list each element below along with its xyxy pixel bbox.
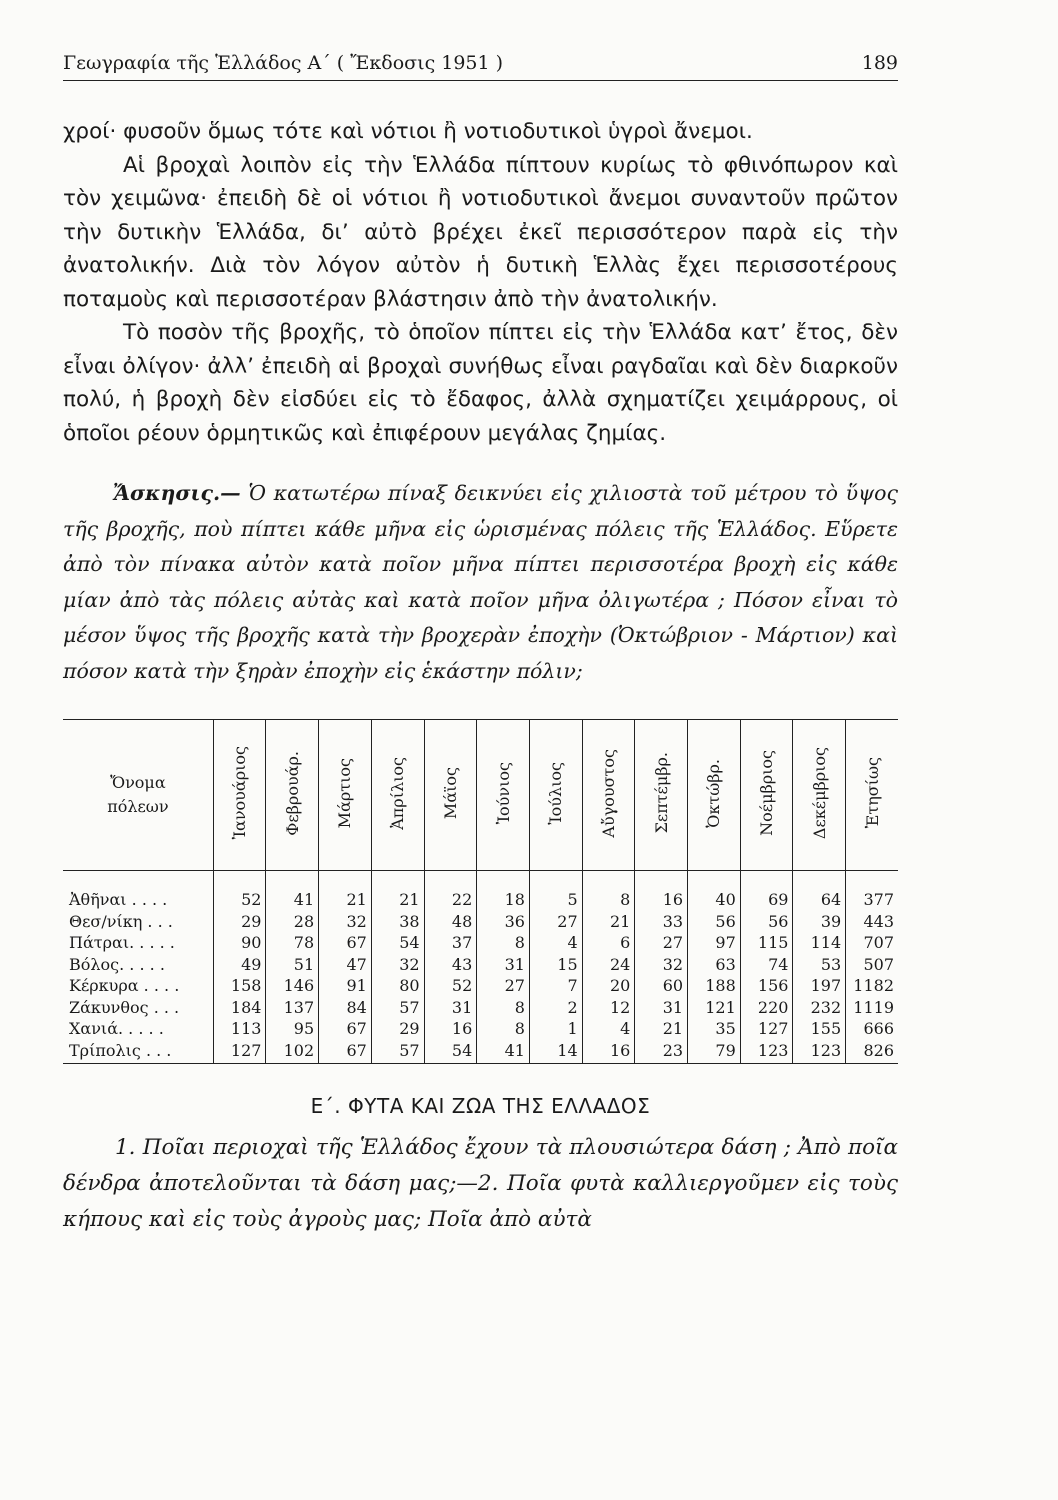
rainfall-value: 114 (793, 932, 846, 954)
month-label: Ἰούνιος (493, 761, 513, 825)
month-column-header (477, 720, 530, 871)
rainfall-value: 115 (740, 932, 793, 954)
rainfall-value: 127 (740, 1018, 793, 1040)
month-label: Ἐτησίως (862, 757, 882, 829)
rainfall-value: 21 (371, 871, 424, 911)
rainfall-value: 41 (477, 1040, 530, 1064)
city-name: Βόλος. . . . . (69, 954, 165, 974)
city-name: Ζάκυνθος . . . (69, 997, 180, 1017)
month-label: Ἰανουάριος (230, 746, 250, 840)
rainfall-value: 232 (793, 997, 846, 1019)
rainfall-value: 33 (635, 911, 688, 933)
month-label: Ἀπρίλιος (388, 756, 408, 830)
month-column-header (740, 720, 793, 871)
rainfall-value: 27 (635, 932, 688, 954)
rainfall-value: 8 (477, 997, 530, 1019)
rainfall-value: 90 (213, 932, 266, 954)
rainfall-value: 37 (424, 932, 477, 954)
rainfall-value: 22 (424, 871, 477, 911)
table-row (63, 954, 898, 976)
rainfall-value: 54 (424, 1040, 477, 1064)
rainfall-value: 39 (793, 911, 846, 933)
city-name: Θεσ/νίκη . . . (69, 911, 173, 931)
rainfall-value: 156 (740, 975, 793, 997)
rainfall-value: 8 (477, 1018, 530, 1040)
book-title: Γεωγραφία τῆς Ἑλλάδος Α΄ ( Ἔκδοσις 1951 ) (63, 52, 504, 74)
rainfall-value: 23 (635, 1040, 688, 1064)
rainfall-value: 20 (582, 975, 635, 997)
rainfall-value: 38 (371, 911, 424, 933)
rainfall-value: 7 (529, 975, 582, 997)
city-name: Πάτραι. . . . . (69, 933, 175, 952)
rainfall-value: 377 (846, 871, 898, 911)
paragraph-rain-amount: Τὸ ποσὸν τῆς βροχῆς, τὸ ὁποῖον πίπτει εἰς τὴν Ἑλλάδα κατ’ ἔτος, δὲν εἶναι ὀλίγον· ἀλλ’ ἐπειδὴ αἱ βροχαὶ συνήθως εἶναι ραγδαῖαι καὶ δὲν διαρκοῦν πολύ, ἡ βροχὴ δὲν εἰσδύει εἰς τὸ ἔδαφος, ἀλλὰ σχηματίζει χειμάρρους, οἱ ὁποῖοι ρέουν ὁρμητικῶς καὶ ἐπιφέρουν μεγάλας ζημίας. (63, 320, 898, 446)
rainfall-value: 4 (582, 1018, 635, 1040)
rainfall-value: 155 (793, 1018, 846, 1040)
rainfall-value: 188 (688, 975, 741, 997)
table-row (63, 911, 898, 933)
rainfall-value: 21 (319, 871, 372, 911)
month-column-header (213, 720, 266, 871)
rainfall-value: 53 (793, 954, 846, 976)
table-row (63, 871, 898, 911)
month-column-header (319, 720, 372, 871)
table-body (63, 871, 898, 1064)
rainfall-value: 74 (740, 954, 793, 976)
month-label: Ὀκτώβρ. (704, 758, 724, 828)
rainfall-value: 29 (213, 911, 266, 933)
rainfall-value: 28 (266, 911, 319, 933)
rainfall-value: 14 (529, 1040, 582, 1064)
paragraph-continuation: χροί· φυσοῦν ὅμως τότε καὶ νότιοι ἢ νοτιοδυτικοὶ ὑγροὶ ἄνεμοι. (63, 119, 753, 144)
rainfall-value: 64 (793, 871, 846, 911)
month-column-header (529, 720, 582, 871)
rainfall-value: 443 (846, 911, 898, 933)
section-title: Ε΄. ΦΥΤΑ ΚΑΙ ΖΩΑ ΤΗΣ ΕΛΛΑΔΟΣ (310, 1094, 651, 1118)
rainfall-value: 16 (424, 1018, 477, 1040)
month-label: Αὔγουστος (599, 748, 618, 838)
page-number: 189 (861, 52, 898, 74)
city-name: Χανιά. . . . . (69, 1019, 164, 1038)
rainfall-value: 32 (319, 911, 372, 933)
rainfall-value: 67 (319, 932, 372, 954)
month-label: Μάρτιος (335, 757, 355, 829)
rainfall-value: 67 (319, 1018, 372, 1040)
month-column-header (582, 720, 635, 871)
rainfall-value: 40 (688, 871, 741, 911)
month-column-header (371, 720, 424, 871)
rainfall-value: 8 (477, 932, 530, 954)
rainfall-value: 27 (529, 911, 582, 933)
month-column-header (793, 720, 846, 871)
rainfall-value: 6 (582, 932, 635, 954)
rainfall-value: 84 (319, 997, 372, 1019)
rainfall-value: 43 (424, 954, 477, 976)
rainfall-value: 16 (635, 871, 688, 911)
rainfall-value: 91 (319, 975, 372, 997)
month-label: Μάϊος (440, 766, 460, 820)
month-column-header (846, 720, 898, 871)
table-header-row (63, 720, 898, 871)
table-row (63, 1040, 898, 1064)
rainfall-value: 57 (371, 997, 424, 1019)
rainfall-value: 4 (529, 932, 582, 954)
city-name: Κέρκυρα . . . . (69, 976, 180, 995)
rainfall-value: 31 (477, 954, 530, 976)
rainfall-value: 35 (688, 1018, 741, 1040)
rainfall-value: 113 (213, 1018, 266, 1040)
rainfall-value: 137 (266, 997, 319, 1019)
rainfall-value: 47 (319, 954, 372, 976)
rainfall-value: 80 (371, 975, 424, 997)
exercise-label: Ἄσκησις.— (113, 481, 241, 505)
rainfall-value: 826 (846, 1040, 898, 1064)
rainfall-value: 56 (688, 911, 741, 933)
rainfall-value: 197 (793, 975, 846, 997)
rainfall-value: 24 (582, 954, 635, 976)
rainfall-value: 12 (582, 997, 635, 1019)
rainfall-value: 121 (688, 997, 741, 1019)
rainfall-value: 29 (371, 1018, 424, 1040)
rainfall-value: 57 (371, 1040, 424, 1064)
rainfall-value: 666 (846, 1018, 898, 1040)
rainfall-value: 97 (688, 932, 741, 954)
rainfall-value: 21 (582, 911, 635, 933)
table-row (63, 1018, 898, 1040)
rainfall-value: 18 (477, 871, 530, 911)
rainfall-value: 123 (740, 1040, 793, 1064)
running-head (63, 52, 898, 81)
month-label: Νοέμβριος (757, 750, 777, 836)
table-row (63, 932, 898, 954)
rainfall-value: 123 (793, 1040, 846, 1064)
rainfall-value: 707 (846, 932, 898, 954)
rainfall-value: 2 (529, 997, 582, 1019)
rainfall-value: 56 (740, 911, 793, 933)
rainfall-value: 1182 (846, 975, 898, 997)
rainfall-value: 31 (635, 997, 688, 1019)
rainfall-value: 95 (266, 1018, 319, 1040)
rainfall-value: 31 (424, 997, 477, 1019)
rainfall-value: 32 (635, 954, 688, 976)
rainfall-value: 102 (266, 1040, 319, 1064)
month-column-header (424, 720, 477, 871)
rainfall-value: 60 (635, 975, 688, 997)
rainfall-value: 146 (266, 975, 319, 997)
corner-header-line-1: Ὄνομα (110, 773, 166, 792)
page (63, 52, 898, 1238)
month-column-header (635, 720, 688, 871)
rainfall-value: 69 (740, 871, 793, 911)
city-name: Τρίπολις . . . (69, 1040, 172, 1060)
rainfall-value: 54 (371, 932, 424, 954)
exercise-paragraph (63, 476, 898, 689)
rainfall-value: 27 (477, 975, 530, 997)
month-label: Φεβρουάρ. (282, 750, 302, 836)
city-column-header (63, 720, 213, 871)
month-label: Δεκέμβριος (809, 746, 829, 840)
corner-header-line-2: πόλεων (107, 797, 169, 816)
month-label: Ἰούλιος (546, 761, 566, 825)
rainfall-value: 63 (688, 954, 741, 976)
rainfall-value: 507 (846, 954, 898, 976)
rainfall-value: 41 (266, 871, 319, 911)
rainfall-value: 67 (319, 1040, 372, 1064)
rainfall-value: 220 (740, 997, 793, 1019)
table-row (63, 997, 898, 1019)
rainfall-value: 52 (424, 975, 477, 997)
rainfall-value: 16 (582, 1040, 635, 1064)
rainfall-value: 8 (582, 871, 635, 911)
rainfall-value: 79 (688, 1040, 741, 1064)
rainfall-value: 36 (477, 911, 530, 933)
questions-paragraph: 1. Ποῖαι περιοχαὶ τῆς Ἑλλάδος ἔχουν τὰ πλουσιώτερα δάση ; Ἀπὸ ποῖα δένδρα ἀποτελοῦνται τὰ δάση μας;—2. Ποῖα φυτὰ καλλιεργοῦμεν εἰς τοὺς κήπους καὶ εἰς τοὺς ἀγροὺς μας; Ποῖα ἀπὸ αὐτὰ (63, 1135, 898, 1232)
rainfall-value: 48 (424, 911, 477, 933)
month-column-header (266, 720, 319, 871)
month-label: Σεπτέμβρ. (651, 752, 671, 834)
rainfall-value: 49 (213, 954, 266, 976)
rainfall-value: 21 (635, 1018, 688, 1040)
paragraph-rain-distribution: Αἱ βροχαὶ λοιπὸν εἰς τὴν Ἑλλάδα πίπτουν κυρίως τὸ φθινόπωρον καὶ τὸν χειμῶνα· ἐπειδὴ δὲ οἱ νότιοι ἢ νοτιοδυτικοὶ ἄνεμοι συναντοῦν πρῶτον τὴν δυτικὴν Ἑλλάδα, δι’ αὐτὸ βρέχει ἐκεῖ περισσότερον παρὰ εἰς τὴν ἀνατολικήν. Διὰ τὸν λόγον αὐτὸν ἡ δυτικὴ Ἑλλὰς ἔχει περισσοτέρους ποταμοὺς καὶ περισσοτέραν βλάστησιν ἀπὸ τὴν ἀνατολικήν. (63, 152, 898, 312)
rainfall-value: 51 (266, 954, 319, 976)
rainfall-value: 5 (529, 871, 582, 911)
rainfall-value: 127 (213, 1040, 266, 1064)
rainfall-value: 184 (213, 997, 266, 1019)
rainfall-value: 158 (213, 975, 266, 997)
month-column-header (688, 720, 741, 871)
exercise-text: Ὁ κατωτέρω πίναξ δεικνύει εἰς χιλιοστὰ τοῦ μέτρου τὸ ὕψος τῆς βροχῆς, ποὺ πίπτει κάθε μῆνα εἰς ὡρισμένας πόλεις τῆς Ἑλλάδος. Εὕρετε ἀπὸ τὸν πίνακα αὐτὸν κατὰ ποῖον μῆνα πίπτει περισσοτέρα βροχὴ εἰς κάθε μίαν ἀπὸ τὰς πόλεις αὐτὰς καὶ κατὰ ποῖον μῆνα ὀλιγωτέρα ; Πόσον εἶναι τὸ μέσον ὕψος τῆς βροχῆς κατὰ τὴν βροχερὰν ἐποχὴν (Ὀκτώβριον - Μάρτιον) καὶ πόσον κατὰ τὴν ξηρὰν ἐποχὴν εἰς ἑκάστην πόλιν; (63, 481, 898, 683)
rainfall-value: 32 (371, 954, 424, 976)
rainfall-table (63, 719, 898, 1064)
city-name: Ἀθῆναι . . . . (69, 890, 168, 909)
rainfall-value: 78 (266, 932, 319, 954)
rainfall-value: 1 (529, 1018, 582, 1040)
table-row (63, 975, 898, 997)
rainfall-value: 1119 (846, 997, 898, 1019)
rainfall-value: 52 (213, 871, 266, 911)
rainfall-value: 15 (529, 954, 582, 976)
